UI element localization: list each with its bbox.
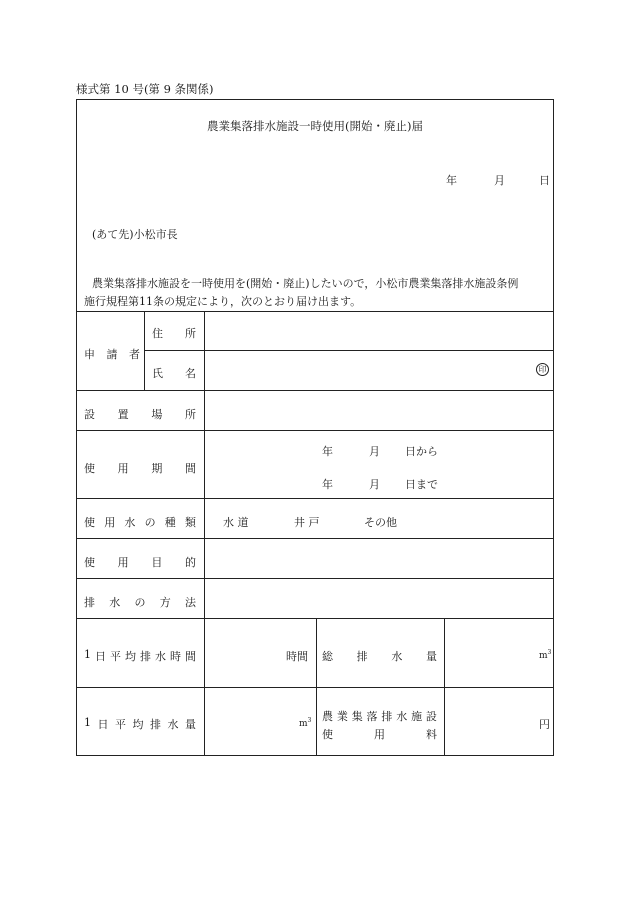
water-option-well[interactable]: 井 戸 [294, 516, 320, 529]
fee-field[interactable] [446, 689, 552, 754]
period-from-year: 年 [322, 445, 333, 458]
water-option-tap[interactable]: 水 道 [223, 516, 249, 529]
date-year-label: 年 [446, 174, 457, 187]
total-drainage-unit: $m^3$ [539, 649, 552, 661]
row-rule [76, 390, 554, 391]
drainage-method-field[interactable] [206, 580, 552, 616]
column-rule [444, 618, 445, 756]
form-number: 様式第 10 号(第 9 条関係) [76, 82, 214, 96]
form-title: 農業集落排水施設一時使用(開始・廃止)届 [207, 119, 423, 133]
column-rule [204, 311, 205, 756]
row-rule [76, 618, 554, 619]
column-rule [316, 618, 317, 756]
period-from-suffix: 日から [405, 445, 438, 458]
period-label: 使 用 期 間 [84, 462, 196, 475]
applicant-divider [144, 350, 554, 351]
period-from-month: 月 [369, 445, 380, 458]
address-field[interactable] [206, 313, 552, 348]
daily-hours-label: 1 日 平 均 排 水 時 間 [84, 648, 196, 663]
name-label: 氏 名 [152, 367, 196, 380]
location-label: 設 置 場 所 [84, 408, 196, 421]
addressee: (あて先)小松市長 [92, 228, 178, 241]
daily-hours-unit: 時間 [286, 650, 308, 663]
period-to-month: 月 [369, 478, 380, 491]
fee-unit: 円 [539, 718, 550, 731]
location-field[interactable] [206, 392, 552, 428]
address-label: 住 所 [152, 327, 196, 340]
applicant-column-rule [144, 311, 145, 390]
purpose-field[interactable] [206, 540, 552, 576]
row-rule [76, 578, 554, 579]
date-day-label: 日 [539, 174, 550, 187]
daily-volume-unit: $m^3$ [299, 717, 312, 729]
purpose-label: 使 用 目 的 [84, 556, 196, 569]
total-drainage-label: 総 排 水 量 [322, 650, 437, 663]
total-drainage-field[interactable] [446, 620, 552, 685]
body-text-line-1: 農業集落排水施設を一時使用を(開始・廃止)したいので，小松市農業集落排水施設条例 [92, 277, 519, 290]
fee-label-line-2: 使 用 料 [322, 728, 437, 741]
body-text-line-2: 施行規程第11条の規定により，次のとおり届け出ます。 [84, 295, 362, 308]
drainage-method-label: 排 水 の 方 法 [84, 596, 196, 609]
water-type-label: 使 用 水 の 種 類 [84, 516, 196, 529]
row-rule [76, 538, 554, 539]
row-rule [76, 430, 554, 431]
table-top-rule [76, 311, 554, 312]
applicant-label: 申 請 者 [84, 348, 140, 361]
date-month-label: 月 [494, 174, 505, 187]
water-option-other[interactable]: その他 [364, 516, 397, 529]
daily-volume-label: 1 日 平 均 排 水 量 [84, 716, 196, 731]
period-to-suffix: 日まで [405, 478, 438, 491]
seal-mark: 印 [536, 363, 549, 376]
period-to-year: 年 [322, 478, 333, 491]
fee-label-line-1: 農 業 集 落 排 水 施 設 [322, 710, 437, 723]
row-rule [76, 687, 554, 688]
daily-volume-field[interactable] [206, 689, 314, 754]
name-field[interactable] [206, 352, 532, 388]
row-rule [76, 498, 554, 499]
